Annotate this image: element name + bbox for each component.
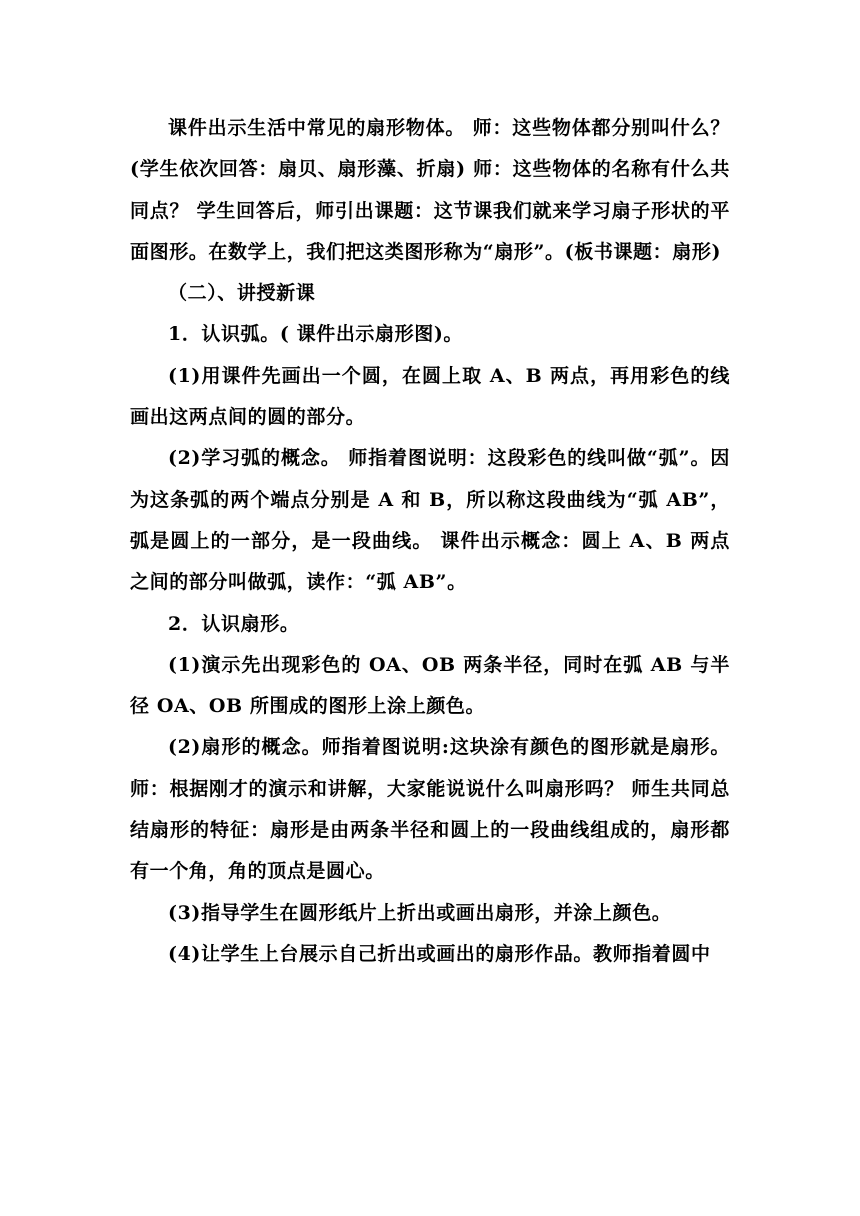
arc-step-2: (2)学习弧的概念。 师指着图说明：这段彩色的线叫做“弧”。因为这条弧的两个端点分别是 A 和 B，所以称这段曲线为“弧 AB”，弧是圆上的一部分，是一段曲线。 课件出示概念：圆上 A、B 两点之间的部分叫做弧，读作：“弧 AB”。: [130, 447, 730, 594]
subsection-heading-arc: 1．认识弧。( 课件出示扇形图)。: [168, 323, 464, 346]
intro-paragraph: 课件出示生活中常见的扇形物体。 师：这些物体都分别叫什么？(学生依次回答：扇贝、扇形藻、折扇) 师：这些物体的名称有什么共同点？ 学生回答后，师引出课题：这节课我们就来学习扇子形状的平面图形。在数学上，我们把这类图形称为“扇形”。(板书课题：扇形): [130, 117, 730, 263]
sector-step-4: (4)让学生上台展示自己折出或画出的扇形作品。教师指着圆中: [168, 942, 711, 965]
sector-step-2: (2)扇形的概念。师指着图说明:这块涂有颜色的图形就是扇形。师：根据刚才的演示和讲解，大家能说说什么叫扇形吗？ 师生共同总结扇形的特征：扇形是由两条半径和圆上的一段曲线组成的，扇形都有一个角，角的顶点是圆心。: [130, 736, 730, 883]
sector-step-3: (3)指导学生在圆形纸片上折出或画出扇形，并涂上颜色。: [168, 901, 672, 924]
document-body: [130, 108, 730, 975]
section-heading: （二）、讲授新课: [168, 282, 316, 305]
subsection-heading-sector: 2．认识扇形。: [168, 612, 300, 635]
sector-step-1: (1)演示先出现彩色的 OA、OB 两条半径，同时在弧 AB 与半径 OA、OB 所围成的图形上涂上颜色。: [130, 653, 730, 718]
arc-step-1: (1)用课件先画出一个圆，在圆上取 A、B 两点，再用彩色的线画出这两点间的圆的部分。: [130, 364, 730, 429]
